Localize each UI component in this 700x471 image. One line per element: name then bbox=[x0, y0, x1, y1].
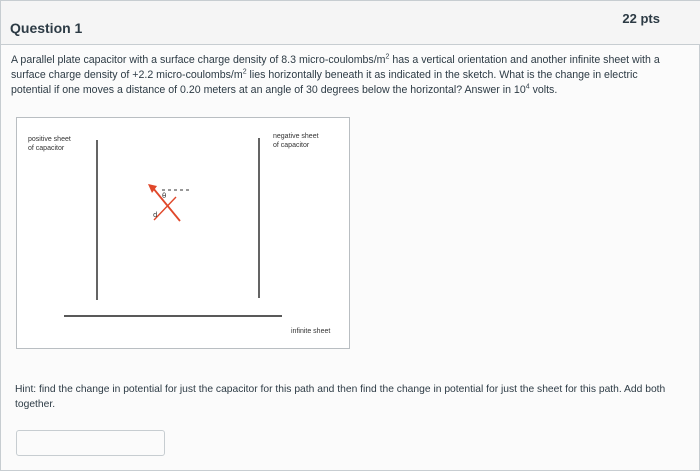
superscript-2b: 2 bbox=[242, 68, 247, 76]
question-header bbox=[1, 1, 700, 45]
question-points: 22 pts bbox=[622, 11, 660, 26]
angle-label: θ bbox=[162, 192, 167, 200]
positive-sheet-label-line2: of capacitor bbox=[28, 145, 65, 152]
question-text-part1: A parallel plate capacitor with a surface charge density of 8.3 micro-coulombs/m bbox=[11, 54, 386, 66]
question-text bbox=[11, 53, 661, 98]
positive-sheet-label-line1: positive sheet bbox=[28, 136, 71, 143]
question-title: Question 1 bbox=[10, 20, 83, 36]
capacitor-sketch bbox=[16, 117, 350, 349]
negative-sheet-label-line1: negative sheet bbox=[273, 133, 319, 140]
superscript-4: 4 bbox=[525, 83, 530, 91]
question-text-part4: volts. bbox=[529, 84, 558, 96]
question-text-part3: lies horizontally beneath it as indicated in the sketch. What is the change in electric potential if one moves a distance of 0.20 meters at an angle of 30 degrees below the horizontal? Answer in 10 bbox=[11, 69, 638, 96]
hint-text: Hint: find the change in potential for just the capacitor for this path and then find the change in potential for just the sheet for this path. Add both together. bbox=[15, 384, 666, 410]
sketch-drawing bbox=[17, 118, 349, 348]
question-text-part2: has a vertical orientation and another infinite sheet with a surface charge density of +2.2 micro-coulombs/m bbox=[11, 54, 660, 81]
answer-input[interactable] bbox=[16, 430, 165, 456]
negative-sheet-label-line2: of capacitor bbox=[273, 142, 310, 149]
infinite-sheet-label: infinite sheet bbox=[291, 328, 331, 335]
superscript-2a: 2 bbox=[385, 53, 390, 61]
distance-label: d bbox=[153, 211, 158, 219]
